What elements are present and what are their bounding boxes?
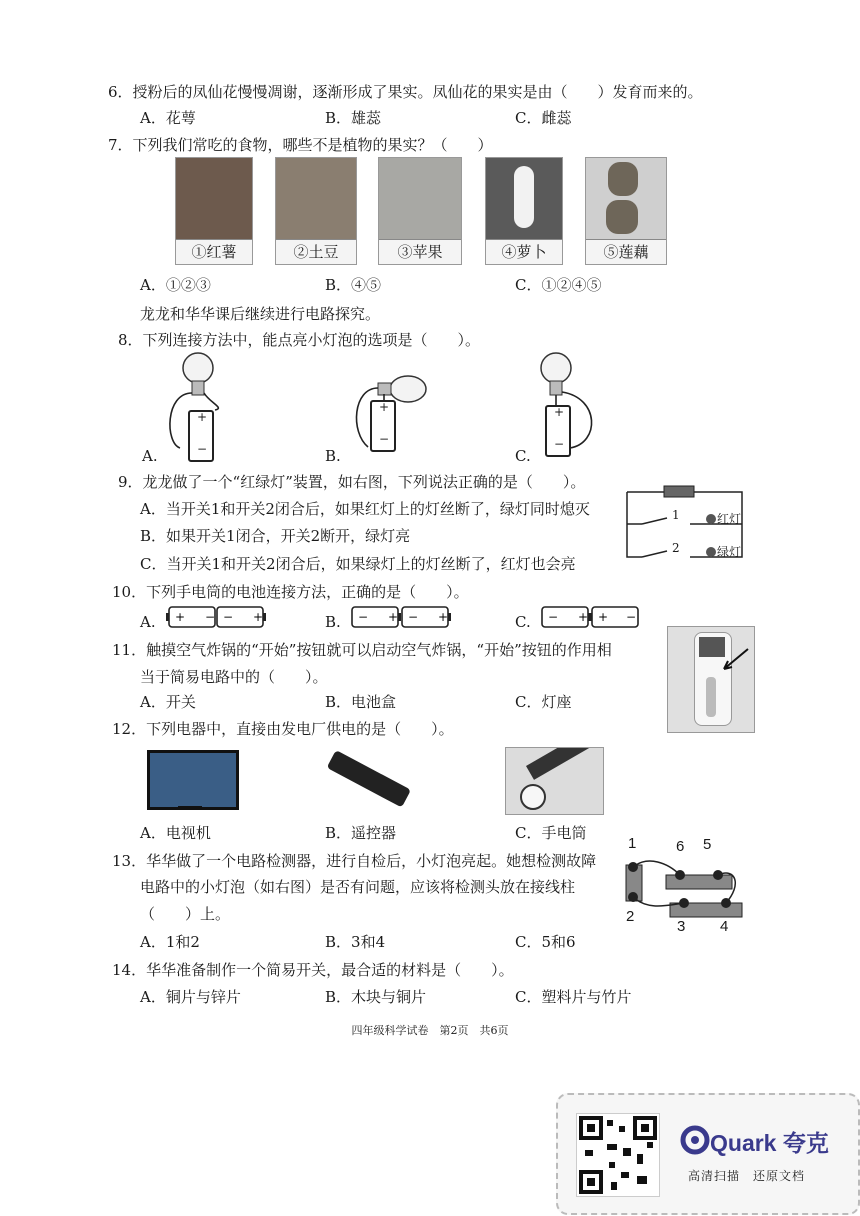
q8-option-b: B.: [325, 447, 341, 465]
q6-option-a: A．花萼: [140, 109, 196, 127]
q8-option-a: A.: [142, 447, 158, 465]
terminal-label-3: 3: [677, 918, 686, 935]
q13-circuit-diagram: [618, 845, 748, 920]
air-fryer-image: [667, 626, 755, 733]
flashlight-image: [505, 747, 604, 815]
q10-stem: 10．下列手电筒的电池连接方法，正确的是（ ）。: [112, 583, 469, 601]
q10-option-b: B.: [325, 613, 341, 631]
q11-stem-line2: 当于简易电路中的（ ）。: [140, 668, 328, 686]
section-intro: 龙龙和华华课后继续进行电路探究。: [140, 305, 381, 323]
terminal-label-5: 5: [703, 836, 712, 853]
svg-text:+: +: [388, 610, 399, 624]
q13-stem-line2: 电路中的小灯泡（如右图）是否有问题，应该将检测头放在接线柱: [140, 878, 576, 896]
battery-minus-sign: −: [197, 442, 208, 456]
quark-slogan: 高清扫描 还原文档: [688, 1169, 806, 1183]
svg-text:+: +: [578, 610, 589, 624]
q14-option-b: B．木块与铜片: [325, 988, 427, 1006]
q10-option-c: C.: [515, 613, 531, 631]
q7-option-b: B．④⑤: [325, 276, 382, 294]
q8-option-c: C.: [515, 447, 531, 465]
battery-minus-sign: −: [554, 437, 565, 451]
battery-plus-sign: +: [554, 405, 565, 419]
sweet-potato-image: [175, 157, 253, 265]
svg-text:+: +: [175, 610, 186, 624]
q14-option-a: A．铜片与锌片: [140, 988, 241, 1006]
q8-battery-c: [545, 405, 571, 457]
terminal-label-6: 6: [676, 838, 685, 855]
battery-minus-sign: −: [379, 432, 390, 446]
q12-option-a: A．电视机: [140, 824, 211, 842]
remote-control-image: [327, 750, 411, 808]
lotus-root-caption: ⑤莲藕: [586, 239, 666, 264]
q13-stem-line3: （ ）上。: [140, 905, 231, 923]
sweet-potato-caption: ①红薯: [176, 239, 252, 264]
q12-option-b: B．遥控器: [325, 824, 397, 842]
svg-text:−: −: [408, 610, 419, 624]
potato-image: [275, 157, 357, 265]
q8-battery-a: [188, 410, 214, 462]
svg-text:−: −: [223, 610, 234, 624]
q13-stem-line1: 13．华华做了一个电路检测器，进行自检后，小灯泡亮起。她想检测故障: [112, 852, 597, 870]
quark-badge: [556, 1093, 860, 1215]
battery-plus-sign: +: [197, 410, 208, 424]
svg-text:+: +: [438, 610, 449, 624]
q6-option-b: B．雄蕊: [325, 109, 382, 127]
svg-text:−: −: [626, 610, 637, 624]
q7-option-c: C．①②④⑤: [515, 276, 602, 294]
q11-option-a: A．开关: [140, 693, 196, 711]
qr-code: [576, 1113, 660, 1197]
radish-caption: ④萝卜: [486, 239, 562, 264]
battery-plus-sign: +: [379, 400, 390, 414]
q12-stem: 12．下列电器中，直接由发电厂供电的是（ ）。: [112, 720, 454, 738]
q10-batteries-a: [165, 604, 270, 630]
svg-text:+: +: [253, 610, 264, 624]
green-lamp-label: 绿灯: [717, 545, 742, 559]
q11-option-c: C．灯座: [515, 693, 572, 711]
q13-option-a: A．1和2: [140, 933, 200, 951]
apple-caption: ③苹果: [379, 239, 461, 264]
q13-option-b: B．3和4: [325, 933, 386, 951]
tv-image: [147, 750, 239, 810]
q13-option-c: C．5和6: [515, 933, 576, 951]
lotus-root-image: [585, 157, 667, 265]
apple-image: [378, 157, 462, 265]
terminal-label-4: 4: [720, 918, 729, 935]
q7-stem: 7．下列我们常吃的食物，哪些不是植物的果实？（ ）: [108, 136, 493, 154]
radish-image: [485, 157, 563, 265]
svg-text:−: −: [548, 610, 559, 624]
svg-text:−: −: [205, 610, 216, 624]
q11-option-b: B．电池盒: [325, 693, 397, 711]
q9-stem: 9．龙龙做了一个“红绿灯”装置，如右图，下列说法正确的是（ ）。: [118, 473, 586, 491]
q12-option-c: C．手电筒: [515, 824, 587, 842]
q6-option-c: C．雌蕊: [515, 109, 572, 127]
q9-option-a: A．当开关1和开关2闭合后，如果红灯上的灯丝断了，绿灯同时熄灭: [140, 500, 590, 518]
q14-stem: 14．华华准备制作一个简易开关，最合适的材料是（ ）。: [112, 961, 514, 979]
q8-battery-b: [370, 400, 396, 452]
switch-1-label: 1: [672, 508, 680, 522]
terminal-label-2: 2: [626, 908, 635, 925]
q8-stem: 8．下列连接方法中，能点亮小灯泡的选项是（ ）。: [118, 331, 481, 349]
svg-text:−: −: [358, 610, 369, 624]
page-footer: 四年级科学试卷 第2页 共6页: [351, 1024, 509, 1037]
q7-option-a: A．①②③: [140, 276, 211, 294]
potato-caption: ②土豆: [276, 239, 356, 264]
q11-stem-line1: 11．触摸空气炸锅的“开始”按钮就可以启动空气炸锅，“开始”按钮的作用相: [112, 641, 612, 659]
q10-batteries-b: [350, 604, 455, 630]
terminal-label-1: 1: [628, 835, 637, 852]
quark-logo-icon: [680, 1125, 710, 1155]
q6-stem: 6．授粉后的凤仙花慢慢凋谢，逐渐形成了果实。凤仙花的果实是由（ ）发育而来的。: [108, 83, 703, 101]
q10-option-a: A.: [140, 613, 156, 631]
q14-option-c: C．塑料片与竹片: [515, 988, 632, 1006]
q10-batteries-c: [538, 604, 643, 630]
red-lamp-label: 红灯: [717, 512, 742, 526]
q9-option-c: C．当开关1和开关2闭合后，如果绿灯上的灯丝断了，红灯也会亮: [140, 555, 576, 573]
quark-brand: Quark 夸克: [710, 1130, 829, 1156]
q9-option-b: B．如果开关1闭合，开关2断开，绿灯亮: [140, 527, 411, 545]
svg-text:+: +: [598, 610, 609, 624]
switch-2-label: 2: [672, 541, 680, 555]
